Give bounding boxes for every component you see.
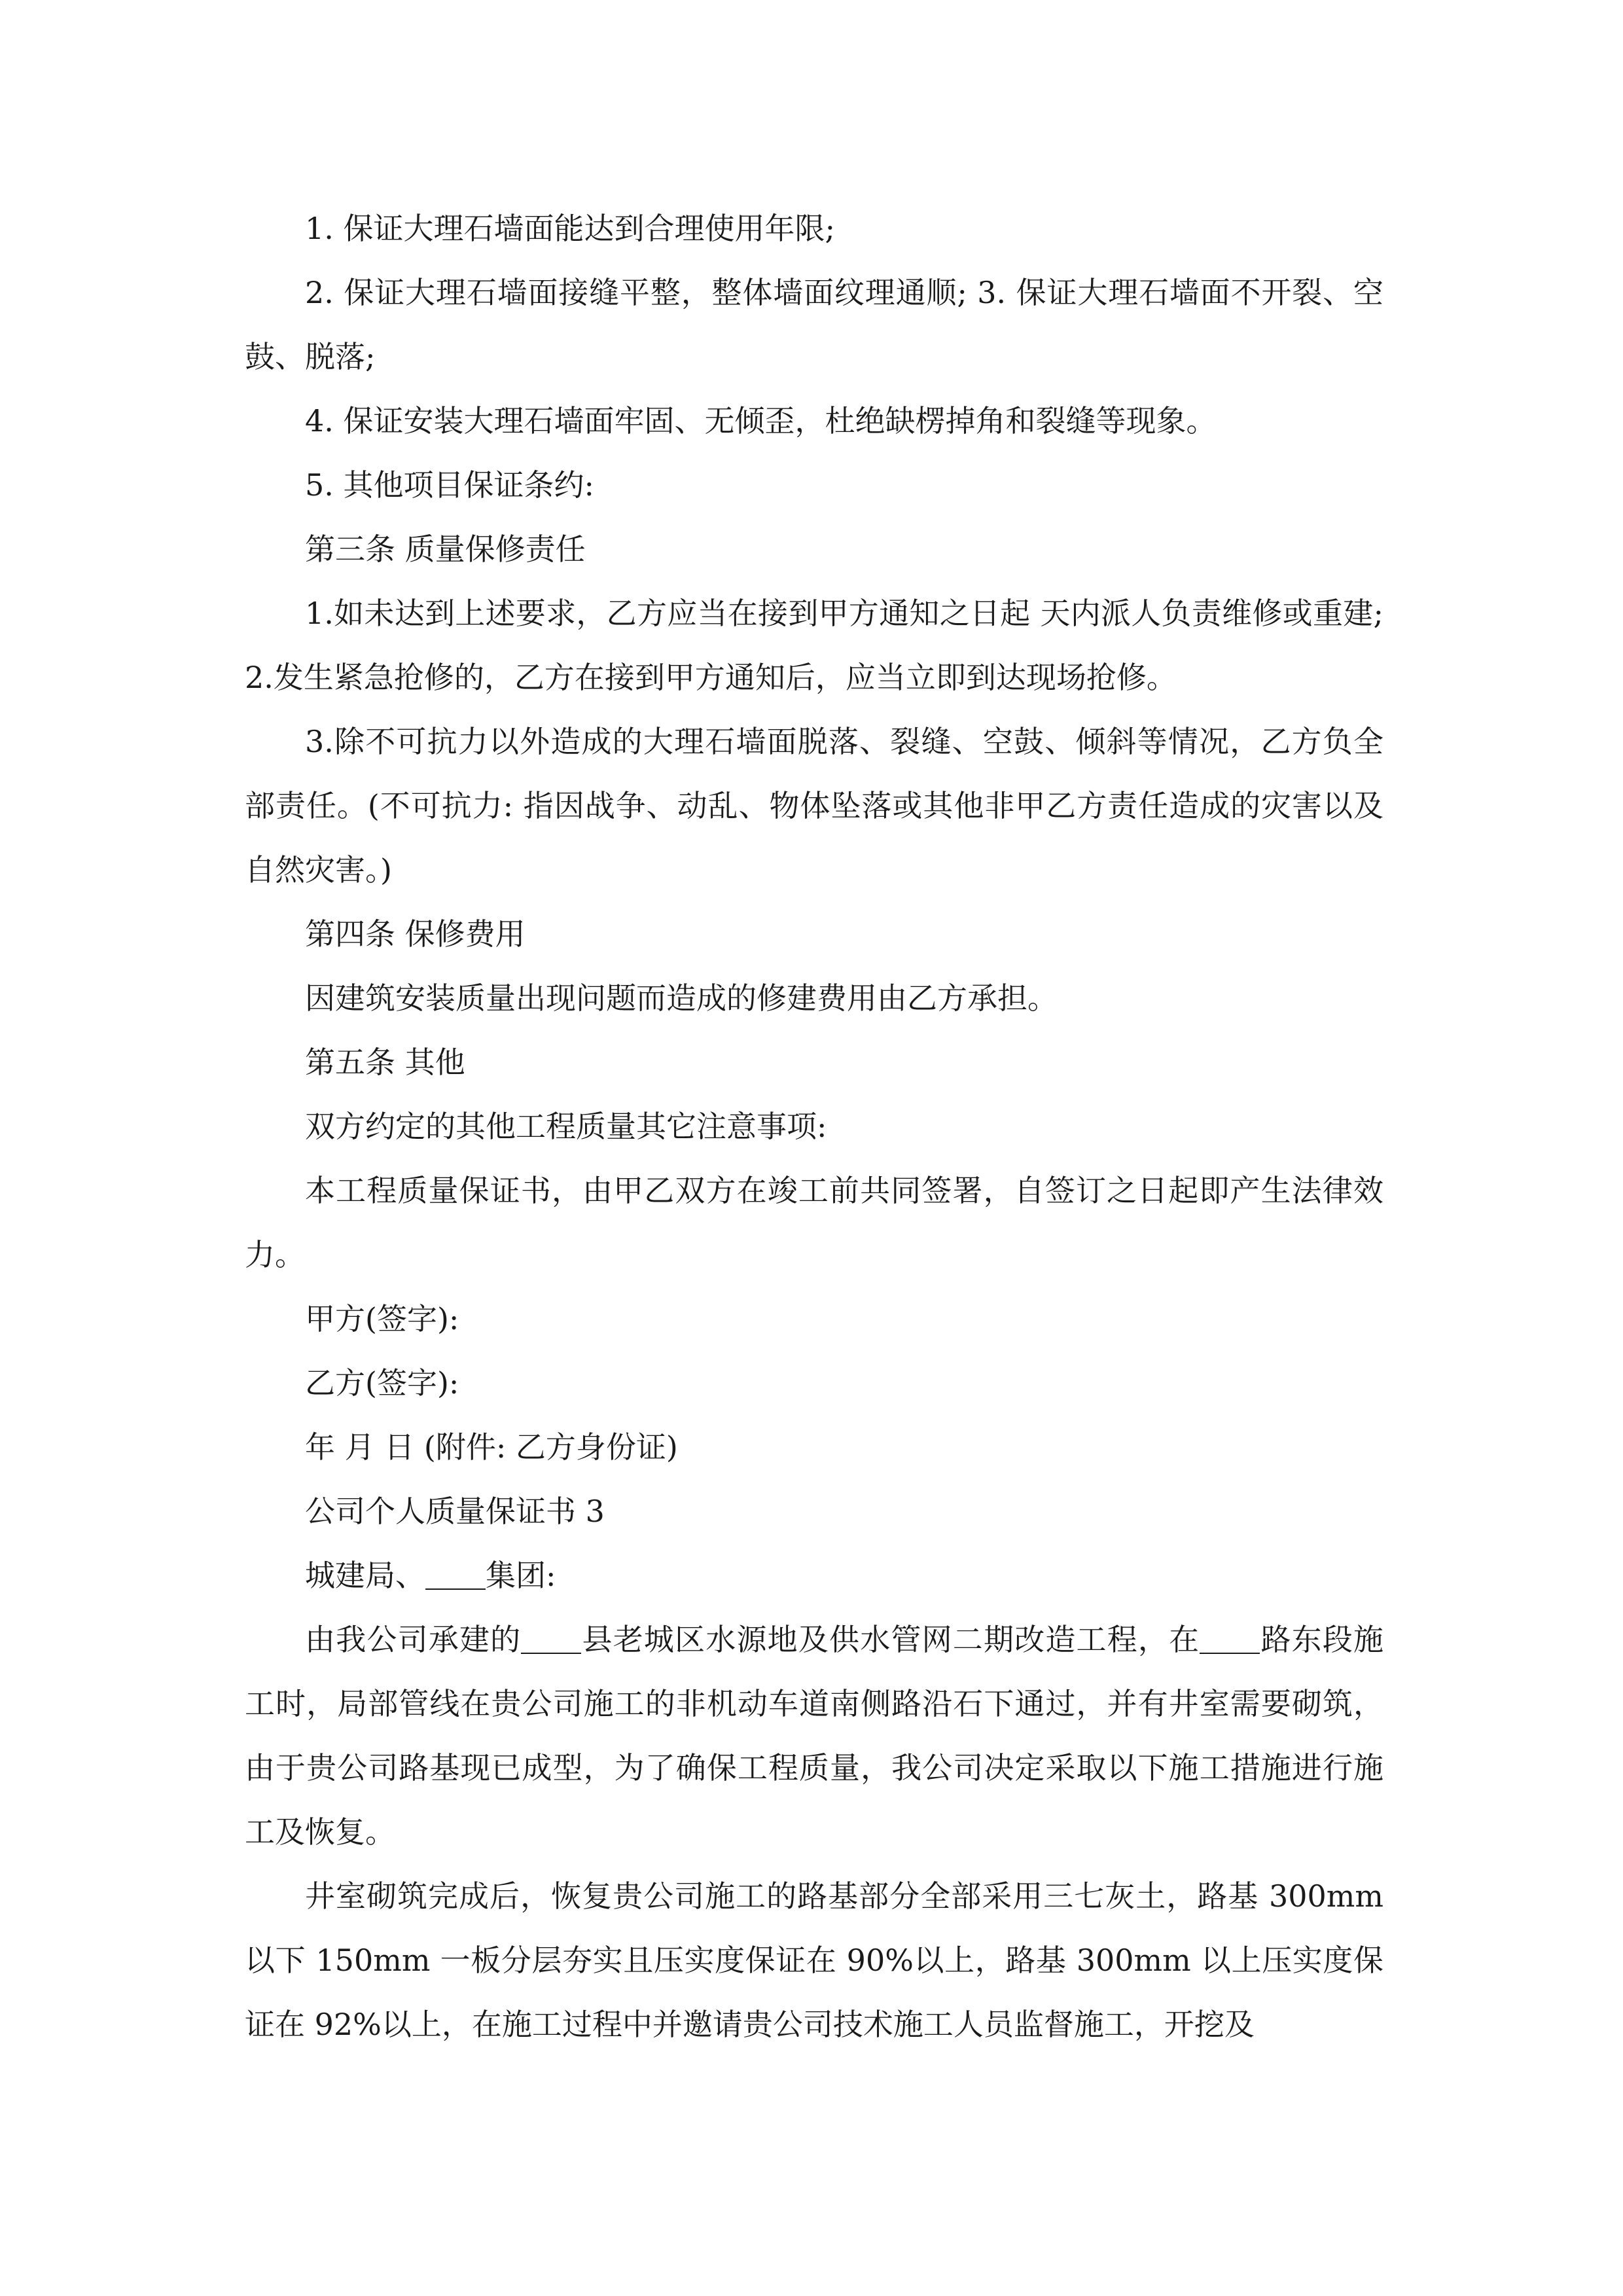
addressee-before: 城建局、 (305, 1558, 425, 1593)
article-5-heading: 第五条 其他 (305, 1045, 465, 1080)
section-title: 公司个人质量保证书 3 (305, 1494, 605, 1529)
article-3-item-3: 3.除不可抗力以外造成的大理石墙面脱落、裂缝、空鼓、倾斜等情况，乙方负全部责任。(不可抗力: 指因战争、动乱、物体坠落或其他非甲乙方责任造成的灾害以及自然灾害。) (245, 724, 1383, 888)
restoration-paragraph: 井室砌筑完成后，恢复贵公司施工的路基部分全部采用三七灰土，路基 300mm 以下 150mm 一板分层夯实且压实度保证在 90%以上，路基 300mm 以上压实度保证在 92%以上，在施工过程中并邀请贵公司技术施工人员监督施工，开挖及 (245, 1878, 1383, 2042)
clause-5: 5. 其他项目保证条约: (305, 467, 595, 503)
project-text-3: 路东段施工时，局部管线在贵公司施工的非机动车道南侧路沿石下通过，并有井室需要砌筑，由于贵公司路基现已成型，为了确保工程质量，我公司决定采取以下施工措施进行施工及恢复。 (245, 1622, 1383, 1850)
project-paragraph (245, 1607, 1383, 1864)
article-4-text: 因建筑安装质量出现问题而造成的修建费用由乙方承担。 (305, 980, 1058, 1016)
date-line: 年 月 日 (附件: 乙方身份证) (305, 1429, 678, 1465)
addressee-after: 集团: (486, 1558, 556, 1593)
article-5-text: 双方约定的其他工程质量其它注意事项: (305, 1109, 827, 1144)
article-3-item-1-2: 1.如未达到上述要求，乙方应当在接到甲方通知之日起 天内派人负责维修或重建; 2.发生紧急抢修的，乙方在接到甲方通知后，应当立即到达现场抢修。 (245, 596, 1383, 695)
effect-clause: 本工程质量保证书，由甲乙双方在竣工前共同签署，自签订之日起即产生法律效力。 (245, 1173, 1383, 1272)
article-3-heading: 第三条 质量保修责任 (305, 531, 586, 567)
clause-1: 1. 保证大理石墙面能达到合理使用年限; (305, 211, 836, 246)
clause-4: 4. 保证安装大理石墙面牢固、无倾歪，杜绝缺楞掉角和裂缝等现象。 (305, 403, 1217, 439)
fill-blank (425, 1558, 486, 1590)
document-body (245, 196, 1383, 2056)
fill-blank (1200, 1623, 1260, 1654)
addressee-line (245, 1543, 1383, 1607)
party-b-signature: 乙方(签字): (305, 1365, 459, 1401)
project-text-1: 由我公司承建的 (305, 1622, 522, 1657)
project-text-2: 县老城区水源地及供水管网二期改造工程，在 (581, 1622, 1200, 1657)
party-a-signature: 甲方(签字): (305, 1301, 459, 1336)
clause-2-3: 2. 保证大理石墙面接缝平整，整体墙面纹理通顺; 3. 保证大理石墙面不开裂、空鼓、脱落; (245, 275, 1383, 374)
article-4-heading: 第四条 保修费用 (305, 916, 526, 952)
fill-blank (521, 1623, 581, 1654)
